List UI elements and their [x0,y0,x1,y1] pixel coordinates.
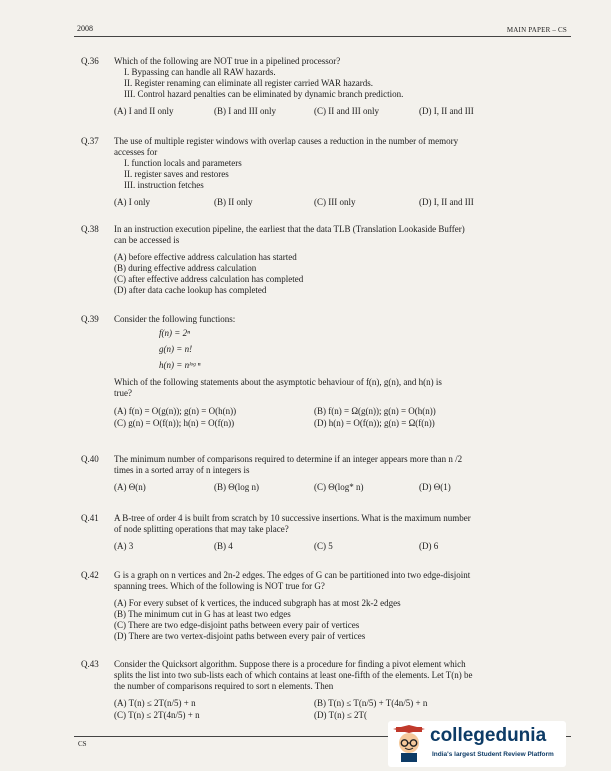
question-number: Q.41 [81,513,99,523]
option-b: (B) Θ(log n) [214,482,259,492]
option-a: (A) I and II only [114,106,174,116]
question-text: In an instruction execution pipeline, the earliest that the data TLB (Translation Lookaside Buffer) [114,224,465,234]
options [114,598,561,642]
options-row [114,698,561,710]
question-number: Q.38 [81,224,99,234]
statement: III. instruction fetches [124,180,204,190]
collegedunia-logo [388,721,566,767]
question-text: The minimum number of comparisons required to determine if an integer appears more than n /2 [114,454,463,464]
option-c: (C) T(n) ≤ 2T(4n/5) + n [114,710,200,720]
question-text: spanning trees. Which of the following is NOT true for G? [114,581,325,591]
question-text: accesses for [114,147,158,157]
option-a: (A) f(n) = O(g(n)); g(n) = O(h(n)) [114,406,237,416]
question-text: times in a sorted array of n integers is [114,465,250,475]
function-f: f(n) = 2ⁿ [159,328,190,338]
question-text: Which of the following statements about the asymptotic behaviour of f(n), g(n), and h(n) is [114,377,442,387]
option-a: (A) before effective address calculation has started [114,252,297,262]
statement: II. register saves and restores [124,169,229,179]
statement: I. Bypassing can handle all RAW hazards. [124,67,276,77]
brand-tagline: India's largest Student Review Platform [432,751,554,758]
option-b: (B) 4 [214,541,233,551]
option-d: (D) 6 [419,541,439,551]
header-year: 2008 [77,24,93,33]
question-42 [81,570,561,642]
option-c: (C) II and III only [314,106,379,116]
option-d: (D) I, II and III [419,106,474,116]
brand-name: collegedunia [430,725,547,746]
statement: II. Register renaming can eliminate all register carried WAR hazards. [124,78,373,88]
question-40 [81,454,561,494]
option-d: (D) I, II and III [419,197,474,207]
question-number: Q.42 [81,570,99,580]
question-number: Q.43 [81,659,99,669]
options-row [114,418,561,430]
option-a: (A) 3 [114,541,134,551]
question-number: Q.36 [81,56,99,66]
question-38 [81,224,561,296]
question-text: Which of the following are NOT true in a pipelined processor? [114,56,341,66]
question-text: can be accessed is [114,235,180,245]
option-d: (D) Θ(1) [419,482,451,492]
option-b: (B) The minimum cut in G has at least two edges [114,609,291,619]
option-b: (B) I and III only [214,106,276,116]
question-text: Consider the Quicksort algorithm. Suppose there is a procedure for finding a pivot element which [114,659,466,669]
option-c: (C) Θ(log* n) [314,482,364,492]
option-b: (B) during effective address calculation [114,263,257,273]
header-paper: MAIN PAPER – CS [506,26,567,34]
question-text: G is a graph on n vertices and 2n-2 edges. The edges of G can be partitioned into two edge-disjoint [114,570,471,580]
option-a: (A) For every subset of k vertices, the induced subgraph has at most 2k-2 edges [114,598,401,608]
question-text: the number of comparisons required to sort n elements. Then [114,681,334,691]
question-36 [81,56,561,118]
footer-code: CS [78,740,87,748]
option-c: (C) There are two edge-disjoint paths between every pair of vertices [114,620,360,630]
question-41 [81,513,561,553]
option-d: (D) h(n) = O(f(n)); g(n) = Ω(f(n)) [314,418,435,428]
options-row [114,406,561,418]
options [114,252,561,296]
question-37 [81,136,561,209]
option-b: (B) T(n) ≤ T(n/5) + T(4n/5) + n [314,698,428,708]
question-number: Q.39 [81,314,99,324]
question-43 [81,659,561,722]
function-g: g(n) = n! [159,344,193,354]
student-mascot-icon [392,725,426,763]
question-text: of node splitting operations that may take place? [114,524,289,534]
question-39 [81,314,561,430]
option-a: (A) I only [114,197,150,207]
option-c: (C) after effective address calculation has completed [114,274,304,284]
question-text: Consider the following functions: [114,314,236,324]
question-text: true? [114,388,132,398]
option-d: (D) There are two vertex-disjoint paths between every pair of vertices [114,631,366,641]
option-d: (D) T(n) ≤ 2T( [314,710,368,720]
option-d: (D) after data cache lookup has completed [114,285,267,295]
option-a: (A) Θ(n) [114,482,146,492]
function-h: h(n) = nˡᵒᵍ ⁿ [159,360,201,370]
question-number: Q.37 [81,136,99,146]
statement: I. function locals and parameters [124,158,242,168]
header-rule [74,36,571,37]
option-b: (B) f(n) = Ω(g(n)); g(n) = O(h(n)) [314,406,436,416]
options [114,541,561,553]
question-text: A B-tree of order 4 is built from scratch by 10 successive insertions. What is the maximum number [114,513,471,523]
question-text: splits the list into two sub-lists each of which contains at least one-fifth of the elements. Let T(n) be [114,670,473,680]
options [114,197,561,209]
option-c: (C) III only [314,197,356,207]
options [114,106,561,118]
option-c: (C) 5 [314,541,333,551]
options [114,482,561,494]
statement: III. Control hazard penalties can be eliminated by dynamic branch prediction. [124,89,404,99]
question-text: The use of multiple register windows with overlap causes a reduction in the number of memory [114,136,459,146]
question-number: Q.40 [81,454,99,464]
option-b: (B) II only [214,197,253,207]
option-a: (A) T(n) ≤ 2T(n/5) + n [114,698,196,708]
option-c: (C) g(n) = O(f(n)); h(n) = O(f(n)) [114,418,235,428]
